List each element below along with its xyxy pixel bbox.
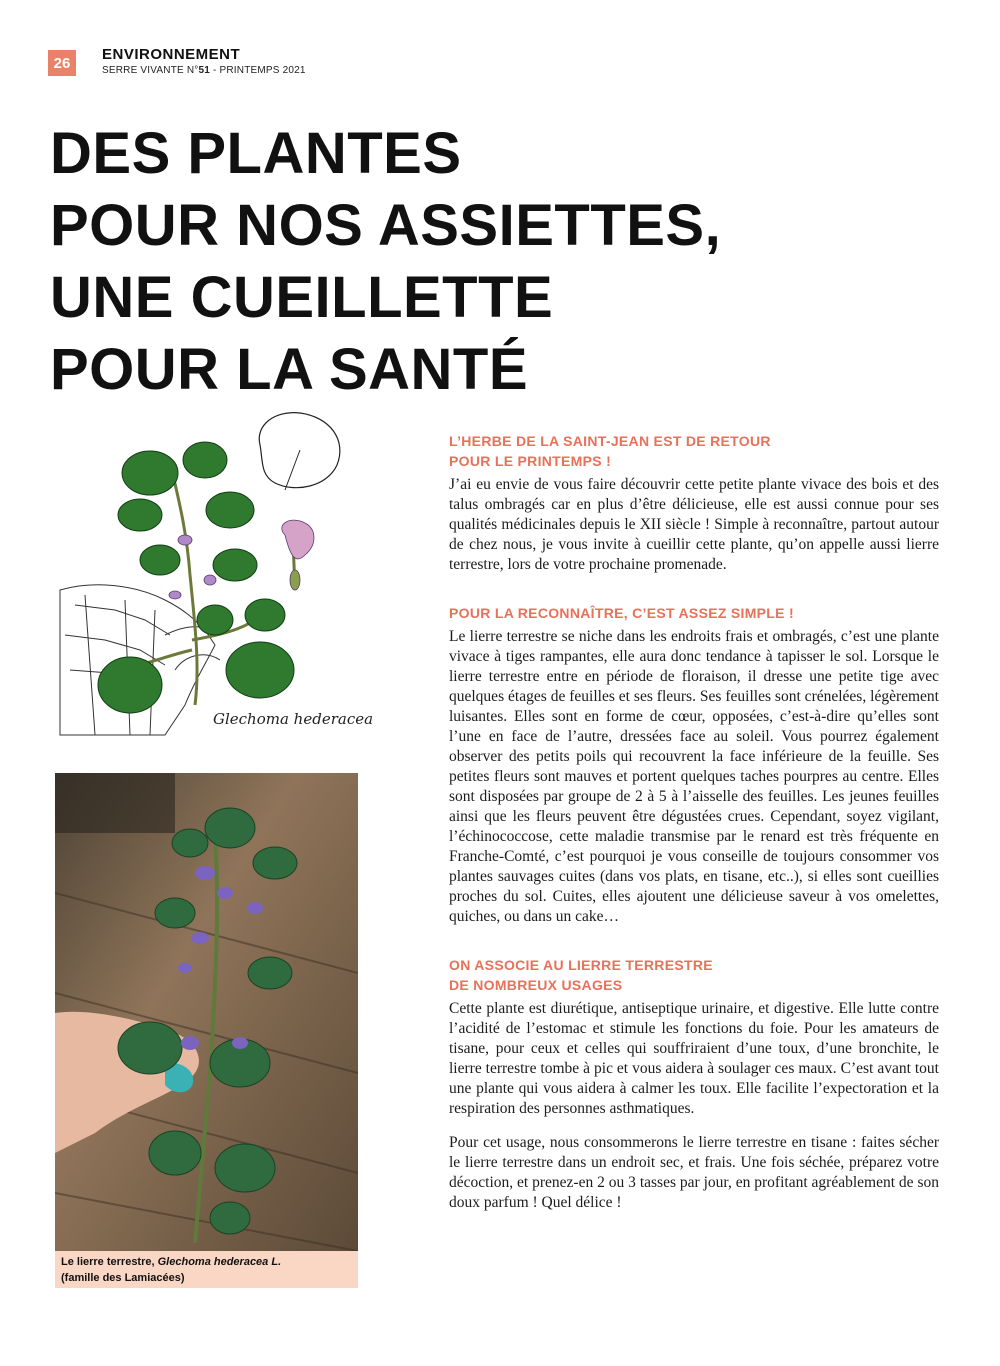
page-number: 26 <box>48 50 76 76</box>
photo-caption <box>55 1251 358 1288</box>
section-heading <box>449 955 939 995</box>
caption-family: (famille des Lamiacées) <box>61 1272 185 1284</box>
drawing-label: Glechoma hederacea <box>213 710 374 728</box>
paragraph: J’ai eu envie de vous faire découvrir cette petite plante vivace des bois et des talus ombragés car en plus d’être délicieuse, elle est aussi connue pour ses qualités médicinales depuis le XII siècle ! Simple à reconnaître, partout autour de chez nous, je vous invite à cueillir cette plante, qu’on appelle aussi lierre terrestre, lors de votre prochaine promenade. <box>449 476 939 573</box>
issue-prefix: SERRE VIVANTE N° <box>102 65 199 76</box>
section-heading <box>449 431 939 471</box>
plant-drawing-icon <box>55 405 374 740</box>
heading-line: DE NOMBREUX USAGES <box>449 977 623 993</box>
caption-prefix: Le lierre terrestre, <box>61 1256 158 1268</box>
paragraph: Cette plante est diurétique, antiseptique urinaire, et digestive. Elle lutte contre l’acidité de l’estomac et stimule les fonctions du foie. Pour les amateurs de tisane, pour ceux et celles qui souffriraient d’une toux, d’une bronchite, le lierre terrestre tombe à pic et vous aidera à soulager ces maux. C’est avant tout une plante qui vous aidera à calmer les toux. Elle facilite l’expectoration et la respiration des personnes asthmatiques. <box>449 1000 939 1117</box>
paragraph: Pour cet usage, nous consommerons le lierre terrestre en tisane : faites sécher le lierre terrestre dans un endroit sec, et frais. Une fois séchée, préparez votre décoction, et prenez-en 2 ou 3 tasses par jour, en profitant agréablement de son doux parfum ! Quel délice ! <box>449 1134 939 1211</box>
title-line: UNE CUEILLETTE <box>50 265 554 330</box>
heading-line: L’HERBE DE LA SAINT-JEAN EST DE RETOUR <box>449 433 771 449</box>
photo-caption-line1 <box>61 1254 352 1270</box>
paragraph: Le lierre terrestre se niche dans les endroits frais et ombragés, c’est une plante vivace à tiges rampantes, elle aura donc tendance à tapisser le sol. Lorsque le lierre terrestre entre en période de floraison, il dresse une petite tige avec quelques étages de feuilles et ses fleurs. Ses feuilles sont crénelées, légèrement luisantes. Elles sont en forme de cœur, opposées, c’est-à-dire qu’elles sont l’une en face de l’autre, dressées face au soleil. Vous pourrez également observer des petits poils qui recouvrent la face inférieure de la feuille. Ses petites fleurs sont mauves et portent quelques taches pourpres au centre. Elles sont disposées par groupe de 2 à 5 à l’aisselle des feuilles. Les jeunes feuilles ainsi que les fleurs peuvent être dégustées crues. Cependant, soyez vigilant, l’échinococcose, cette maladie transmise par le renard est très fréquente en Franche-Comté, c’est pourquoi je vous conseille de toujours consommer vos plantes sauvages cuites (dans vos plats, en tisane, etc..), si elles sont cueillies proches du sol. Cuites, elles ajoutent une délicieuse saveur à vos omelettes, quiches, ou dans un cake… <box>449 628 939 925</box>
section-name: ENVIRONNEMENT <box>102 46 241 63</box>
article-body <box>449 431 939 1241</box>
heading-line: ON ASSOCIE AU LIERRE TERRESTRE <box>449 957 713 973</box>
section-saint-jean <box>449 431 939 575</box>
rubric-header <box>102 47 306 76</box>
section-reconnaitre <box>449 603 939 927</box>
caption-species: Glechoma hederacea L. <box>157 1256 282 1268</box>
issue-line <box>102 65 306 76</box>
section-usages <box>449 955 939 1213</box>
section-heading: POUR LA RECONNAÎTRE, C’EST ASSEZ SIMPLE ! <box>449 605 794 621</box>
title-line: POUR LA SANTÉ <box>50 337 529 402</box>
heading-line: POUR LE PRINTEMPS ! <box>449 453 612 469</box>
title-line: DES PLANTES <box>50 121 462 186</box>
issue-number: 51 <box>198 65 211 76</box>
issue-suffix: - PRINTEMPS 2021 <box>210 65 306 76</box>
plant-photo-icon <box>55 773 358 1251</box>
article-title <box>50 118 950 406</box>
title-line: POUR NOS ASSIETTES, <box>50 193 722 258</box>
